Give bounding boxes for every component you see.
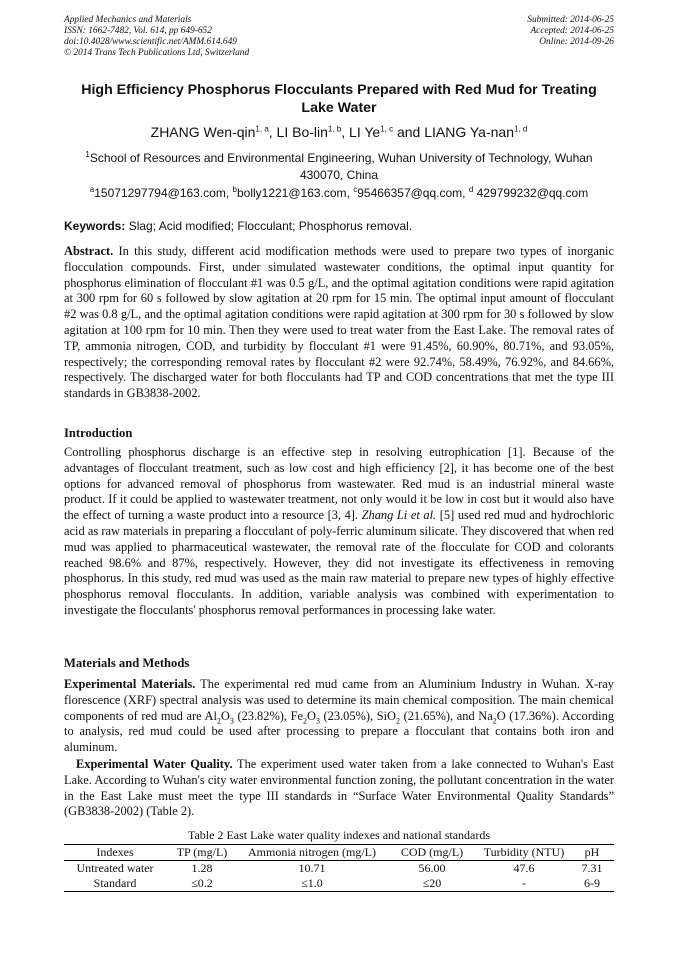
- submission-dates: [527, 15, 614, 48]
- table-row: [64, 861, 614, 877]
- paper-title: High Efficiency Phosphorus Flocculants Prepared with Red Mud for Treating Lake Water: [81, 82, 597, 116]
- materials-text: O: [307, 708, 316, 723]
- column-header: TP (mg/L): [166, 845, 238, 861]
- email-address[interactable]: 429799232@qq.com: [473, 186, 589, 200]
- author-separator: ,: [341, 124, 350, 140]
- materials-text: O: [220, 708, 230, 723]
- water-quality-table: [64, 844, 614, 892]
- table-header-row: [64, 845, 614, 861]
- column-header: pH: [570, 845, 614, 861]
- email-address[interactable]: bolly1221@163.com: [236, 186, 347, 200]
- table-cell: 10.71: [298, 861, 326, 875]
- water-quality-label: Experimental Water Quality.: [76, 757, 233, 771]
- intro-text: Controlling phosphorus discharge is an effective step in resolving eutrophication [1]. Because of the advantages of flocculant treatment, such as low cost and high efficiency [2], it has become one of the best options for advanced removal of phosphorus from wastewater. Red mud is an industrial mineral waste product. If it could be applied to wastewater treatment, not only would it be low in cost but it would also have the effect of turning a waste product into a resource [3, 4].: [64, 445, 614, 523]
- subscript: 2: [396, 716, 400, 726]
- journal-name: Applied Mechanics and Materials: [64, 15, 192, 25]
- author-name: LI Ye: [349, 124, 381, 140]
- author-name: LI Bo-lin: [276, 124, 328, 140]
- table-cell: Untreated water: [76, 861, 154, 875]
- online-date: Online: 2014-09-26: [539, 37, 614, 47]
- table-caption: Table 2 East Lake water quality indexes and national standards: [187, 828, 491, 842]
- author-affiliation-mark: 1, c: [380, 124, 394, 134]
- table-row: [64, 876, 614, 892]
- intro-text: [5] used red mud and hydrochloric acid as raw materials in preparing a flocculant of poly-ferric aluminum silicate. They discovered that when red mud was applied to pharmaceutical wastewater, the removal rate of the flocculate for COD and colorants reached 98.6% and 87%, respectively. However, they did not investigate its effectiveness in removing phosphorus. In this study, red mud was used as the main raw material to prepare new types of highly effective phosphorus removal flocculants. In addition, variable analysis was combined with experimentation to investigate the flocculants' phosphorus removal performances in processing lake water.: [64, 508, 615, 617]
- author-name: LIANG Ya-nan: [424, 124, 514, 140]
- affiliation-text: School of Resources and Environmental Engineering, Wuhan University of Technology, Wuhan 430070, China: [89, 151, 593, 182]
- email-mark: a: [89, 185, 95, 194]
- author-separator: ,: [268, 124, 277, 140]
- table-cell: 7.31: [581, 861, 603, 875]
- water-quality-paragraph: [64, 757, 614, 820]
- materials-text: (23.05%), SiO: [319, 708, 396, 723]
- author-name: ZHANG Wen-qin: [150, 124, 256, 140]
- table-cell: ≤1.0: [238, 876, 386, 892]
- abstract: [64, 244, 614, 402]
- materials-text: (21.65%), and Na: [400, 708, 493, 723]
- table-cell: ≤0.2: [166, 876, 238, 892]
- materials-label: Experimental Materials.: [64, 677, 196, 691]
- author-list: [64, 123, 614, 141]
- water-quality-text: The experiment used water taken from a lake connected to Wuhan's East Lake. According to Wuhan's city water environmental function zoning, the pollutant concentration in the water in the East Lake must meet the type III standards in “Surface Water Environmental Quality Standards” (GB3838-2002) (Table 2).: [64, 757, 614, 819]
- subscript: 2: [303, 716, 307, 726]
- methods-heading: Materials and Methods: [64, 656, 190, 670]
- subscript: 3: [315, 716, 320, 726]
- column-header: Indexes: [64, 845, 166, 861]
- author-affiliation-mark: 1, a: [255, 124, 269, 134]
- email-mark: c: [353, 185, 358, 194]
- journal-copyright: © 2014 Trans Tech Publications Ltd, Switzerland: [64, 48, 250, 58]
- author-affiliation-mark: 1, b: [327, 124, 342, 134]
- author-affiliation-mark: 1, d: [514, 124, 528, 134]
- table-cell: 47.6: [513, 861, 535, 875]
- journal-doi: doi:10.4028/www.scientific.net/AMM.614.649: [64, 37, 237, 47]
- materials-text: O (17.36%). According to analysis, red mud could be used after processing to prepare a flocculant that contains both iron and aluminum.: [64, 708, 615, 755]
- introduction-body: [64, 445, 614, 619]
- table-cell: Standard: [64, 876, 166, 892]
- email-separator: ,: [346, 186, 354, 200]
- affiliation-mark: 1: [85, 150, 90, 159]
- column-header: Turbidity (NTU): [478, 845, 570, 861]
- column-header: COD (mg/L): [386, 845, 478, 861]
- introduction-heading: Introduction: [64, 426, 133, 440]
- email-list: [64, 185, 614, 201]
- intro-citation: Zhang Li et al.: [361, 508, 437, 523]
- abstract-label: Abstract.: [64, 244, 114, 258]
- materials-text: (23.82%), Fe: [233, 708, 303, 723]
- subscript: 2: [216, 716, 221, 726]
- subscript: 3: [229, 716, 234, 726]
- table-cell: 6-9: [570, 876, 614, 892]
- accepted-date: Accepted: 2014-06-25: [530, 26, 614, 36]
- keywords-label: Keywords:: [64, 219, 126, 233]
- table-cell: 56.00: [418, 861, 446, 875]
- journal-issn: ISSN: 1662-7482, Vol. 614, pp 649-652: [64, 26, 212, 36]
- keywords-text: Slag; Acid modified; Flocculant; Phosphorus removal.: [125, 219, 413, 233]
- keywords: [64, 218, 614, 234]
- abstract-text: In this study, different acid modification methods were used to prepare two types of inorganic flocculation compounds. First, under simulated wastewater conditions, the optimal input quantity for phosphorus elimination of flocculant #1 was 0.5 g/L, and the optimal agitation conditions were rapid agitation at 300 rpm for 60 s followed by slow agitation at 20 rpm for 15 min. The optimal input amount of flocculant #2 was 0.8 g/L, and the optimal agitation conditions were rapid agitation at 300 rpm for 30 s followed by slow agitation at 100 rpm for 10 min. Then they were used to treat water from the East Lake. The removal rates of TP, ammonia nitrogen, COD, and turbidity by flocculant #1 were 91.45%, 60.90%, 80.71%, and 93.05%, respectively; the corresponding removal rates by flocculant #2 were 92.74%, 58.49%, 76.92%, and 84.66%, respectively. The discharged water for both flocculants had TP and COD concentrations that met the type III standards in GB3838-2002.: [64, 244, 614, 401]
- journal-info: [64, 15, 249, 59]
- email-mark: b: [232, 185, 237, 194]
- table-cell: 1.28: [191, 861, 213, 875]
- email-separator: ,: [462, 186, 469, 200]
- email-mark: d: [468, 185, 474, 194]
- subscript: 2: [492, 716, 497, 726]
- author-separator: and: [393, 124, 425, 140]
- column-header: Ammonia nitrogen (mg/L): [238, 845, 386, 861]
- email-address[interactable]: 15071297794@163.com: [94, 186, 226, 200]
- materials-text: The experimental red mud came from an Aluminium Industry in Wuhan. X-ray florescence (XRF) spectral analysis was used to determine its main chemical composition. The main chemical components of red mud are Al: [64, 677, 614, 723]
- submitted-date: Submitted: 2014-06-25: [527, 15, 614, 25]
- email-address[interactable]: 95466357@qq.com: [357, 186, 463, 200]
- table-cell: ≤20: [386, 876, 478, 892]
- materials-paragraph: [64, 677, 614, 756]
- email-separator: ,: [225, 186, 233, 200]
- table-cell: -: [478, 876, 570, 892]
- affiliation: [64, 150, 614, 184]
